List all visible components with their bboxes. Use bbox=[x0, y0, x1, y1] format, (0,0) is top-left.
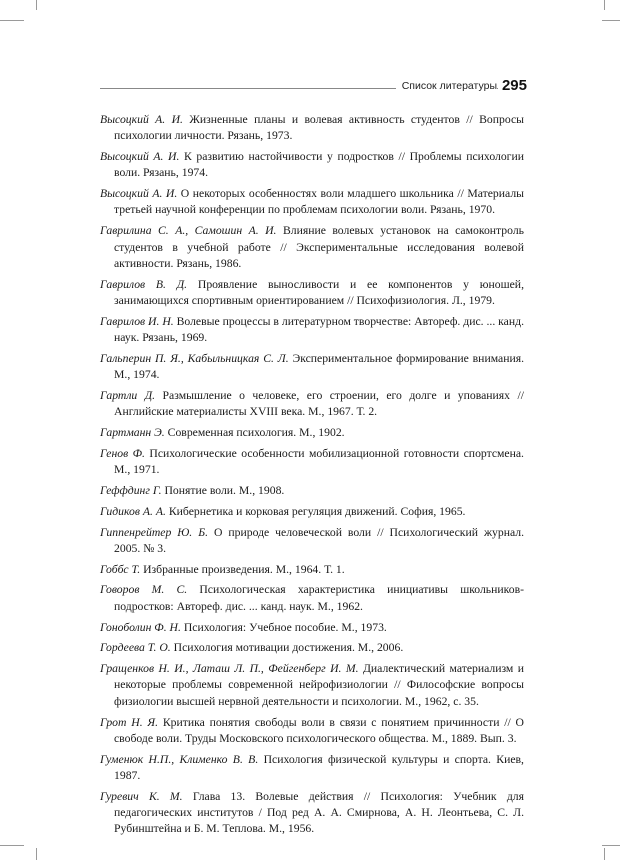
bibliography-entry bbox=[100, 715, 524, 748]
bibliography-entry bbox=[100, 149, 524, 182]
bibliography-entry bbox=[100, 483, 524, 499]
section-title: Список литературы bbox=[396, 80, 497, 92]
entry-author: Гоббс Т. bbox=[100, 562, 141, 576]
bibliography-entry bbox=[100, 661, 524, 710]
entry-text: Кибернетика и корковая регуляция движений. София, 1965. bbox=[165, 504, 466, 518]
bibliography-entry bbox=[100, 582, 524, 615]
entry-author: Гиппенрейтер Ю. Б. bbox=[100, 525, 209, 539]
entry-author: Гартли Д. bbox=[100, 388, 156, 402]
entry-text: Влияние волевых установок на самоконтроль студентов в учебной работе // Экспериментальные исследования волевой активности. Рязань, 1986. bbox=[114, 224, 524, 270]
entry-text: Психология физической культуры и спорта. Киев, 1987. bbox=[114, 752, 524, 782]
crop-mark-top-right-vertical bbox=[604, 0, 605, 10]
entry-text: Понятие воли. М., 1908. bbox=[161, 483, 285, 497]
entry-text: Проявление выносливости и ее компонентов у юношей, занимающихся спортивным ориентированием // Психофизиология. Л., 1979. bbox=[114, 277, 524, 307]
entry-text: Волевые процессы в литературном творчестве: Автореф. дис. ... канд. наук. Рязань, 1969. bbox=[114, 314, 524, 345]
entry-text: Глава 13. Волевые действия // Психология: Учебник для педагогических институтов / Под ред А. А. Смирнова, А. Н. Леонтьева, С. Л. Рубинштейна и Б. М. Теплова. М., 1956. bbox=[114, 789, 524, 836]
crop-mark-bottom-right-vertical bbox=[604, 848, 605, 860]
bibliography-entry bbox=[100, 752, 524, 785]
entry-author: Грот Н. Я. bbox=[100, 715, 159, 729]
bibliography-entry bbox=[100, 562, 524, 578]
entry-text: О некоторых особенностях воли младшего школьника // Материалы третьей научной конференции по проблемам психологии воли. Рязань, 1970. bbox=[114, 187, 525, 217]
entry-author: Генов Ф. bbox=[100, 446, 145, 460]
entry-text: Психологическая характеристика инициативы школьников-подростков: Автореф. дис. ... канд. наук. М., 1962. bbox=[114, 583, 524, 613]
crop-mark-top-left-vertical bbox=[36, 0, 37, 10]
entry-text: Психология: Учебное пособие. М., 1973. bbox=[180, 620, 387, 634]
bibliography-entry bbox=[100, 620, 524, 636]
entry-text: Жизненные планы и волевая активность студентов // Вопросы психологии личности. Рязань, 1973. bbox=[114, 113, 525, 143]
bibliography-entry bbox=[100, 425, 524, 441]
bibliography-entry bbox=[100, 223, 524, 272]
entry-author: Гаврилов И. Н. bbox=[100, 314, 174, 328]
bibliography-list bbox=[100, 112, 524, 842]
entry-text: К развитию настойчивости у подростков // Проблемы психологии воли. Рязань, 1974. bbox=[114, 150, 524, 180]
bibliography-entry bbox=[100, 351, 524, 384]
entry-author: Гуревич К. М. bbox=[100, 789, 183, 803]
crop-mark-bottom-right bbox=[602, 845, 620, 846]
entry-author: Гидиков А. А. bbox=[100, 504, 166, 518]
crop-mark-top-right bbox=[602, 20, 620, 21]
crop-mark-bottom-left-vertical bbox=[36, 848, 37, 860]
page-number: 295 bbox=[498, 77, 527, 94]
entry-author: Гаврилина С. А., Самошин А. И. bbox=[100, 224, 277, 238]
entry-author: Гаврилов В. Д. bbox=[100, 277, 188, 291]
entry-author: Гоноболин Ф. Н. bbox=[100, 620, 181, 634]
entry-text: Психологические особенности мобилизационной готовности спортсмена. М., 1971. bbox=[114, 446, 524, 477]
entry-author: Гращенков Н. И., Латаш Л. П., Фейгенберг И. М. bbox=[100, 662, 359, 676]
entry-author: Гуменюк Н.П., Клименко В. В. bbox=[100, 752, 259, 766]
bibliography-entry bbox=[100, 112, 524, 145]
entry-author: Гальперин П. Я., Кабыльницкая С. Л. bbox=[100, 351, 289, 365]
entry-text: Современная психология. М., 1902. bbox=[164, 426, 345, 440]
entry-text: Критика понятия свободы воли в связи с понятием причинности // О свободе воли. Труды Московского психологического общества. М., 1889. Вып. 3. bbox=[114, 715, 524, 745]
entry-author: Гартманн Э. bbox=[100, 426, 165, 440]
entry-author: Говоров М. С. bbox=[100, 583, 188, 597]
crop-mark-bottom-left bbox=[0, 845, 24, 846]
bibliography-entry bbox=[100, 186, 524, 219]
bibliography-entry bbox=[100, 446, 524, 479]
entry-text: О природе человеческой воли // Психологический журнал. 2005. № 3. bbox=[114, 525, 525, 555]
bibliography-entry bbox=[100, 504, 524, 520]
entry-author: Геффдинг Г. bbox=[100, 483, 162, 497]
entry-text: Экспериментальное формирование внимания. М., 1974. bbox=[114, 351, 525, 382]
entry-text: Избранные произведения. М., 1964. Т. 1. bbox=[140, 562, 345, 576]
entry-text: Диалектический материализм и некоторые проблемы современной нейрофизиологии // Философские вопросы физиологии высшей нервной деятельности и психологии. М., 1962, с. 35. bbox=[114, 662, 524, 708]
entry-text: Психология мотивации достижения. М., 2006. bbox=[170, 641, 404, 655]
entry-author: Высоцкий А. И. bbox=[100, 150, 180, 164]
entry-author: Высоцкий А. И. bbox=[100, 113, 183, 126]
bibliography-entry bbox=[100, 277, 524, 310]
bibliography-entry bbox=[100, 388, 524, 421]
bibliography-entry bbox=[100, 314, 524, 347]
entry-author: Высоцкий А. И. bbox=[100, 187, 178, 201]
entry-text: Размышление о человеке, его строении, его долге и упованиях // Английские материалисты XVIII века. М., 1967. Т. 2. bbox=[114, 388, 524, 419]
entry-author: Гордеева Т. О. bbox=[100, 641, 171, 655]
bibliography-entry bbox=[100, 640, 524, 656]
bibliography-entry bbox=[100, 789, 524, 838]
crop-mark-top-left bbox=[0, 20, 24, 21]
running-header bbox=[100, 78, 525, 98]
bibliography-entry bbox=[100, 525, 524, 558]
